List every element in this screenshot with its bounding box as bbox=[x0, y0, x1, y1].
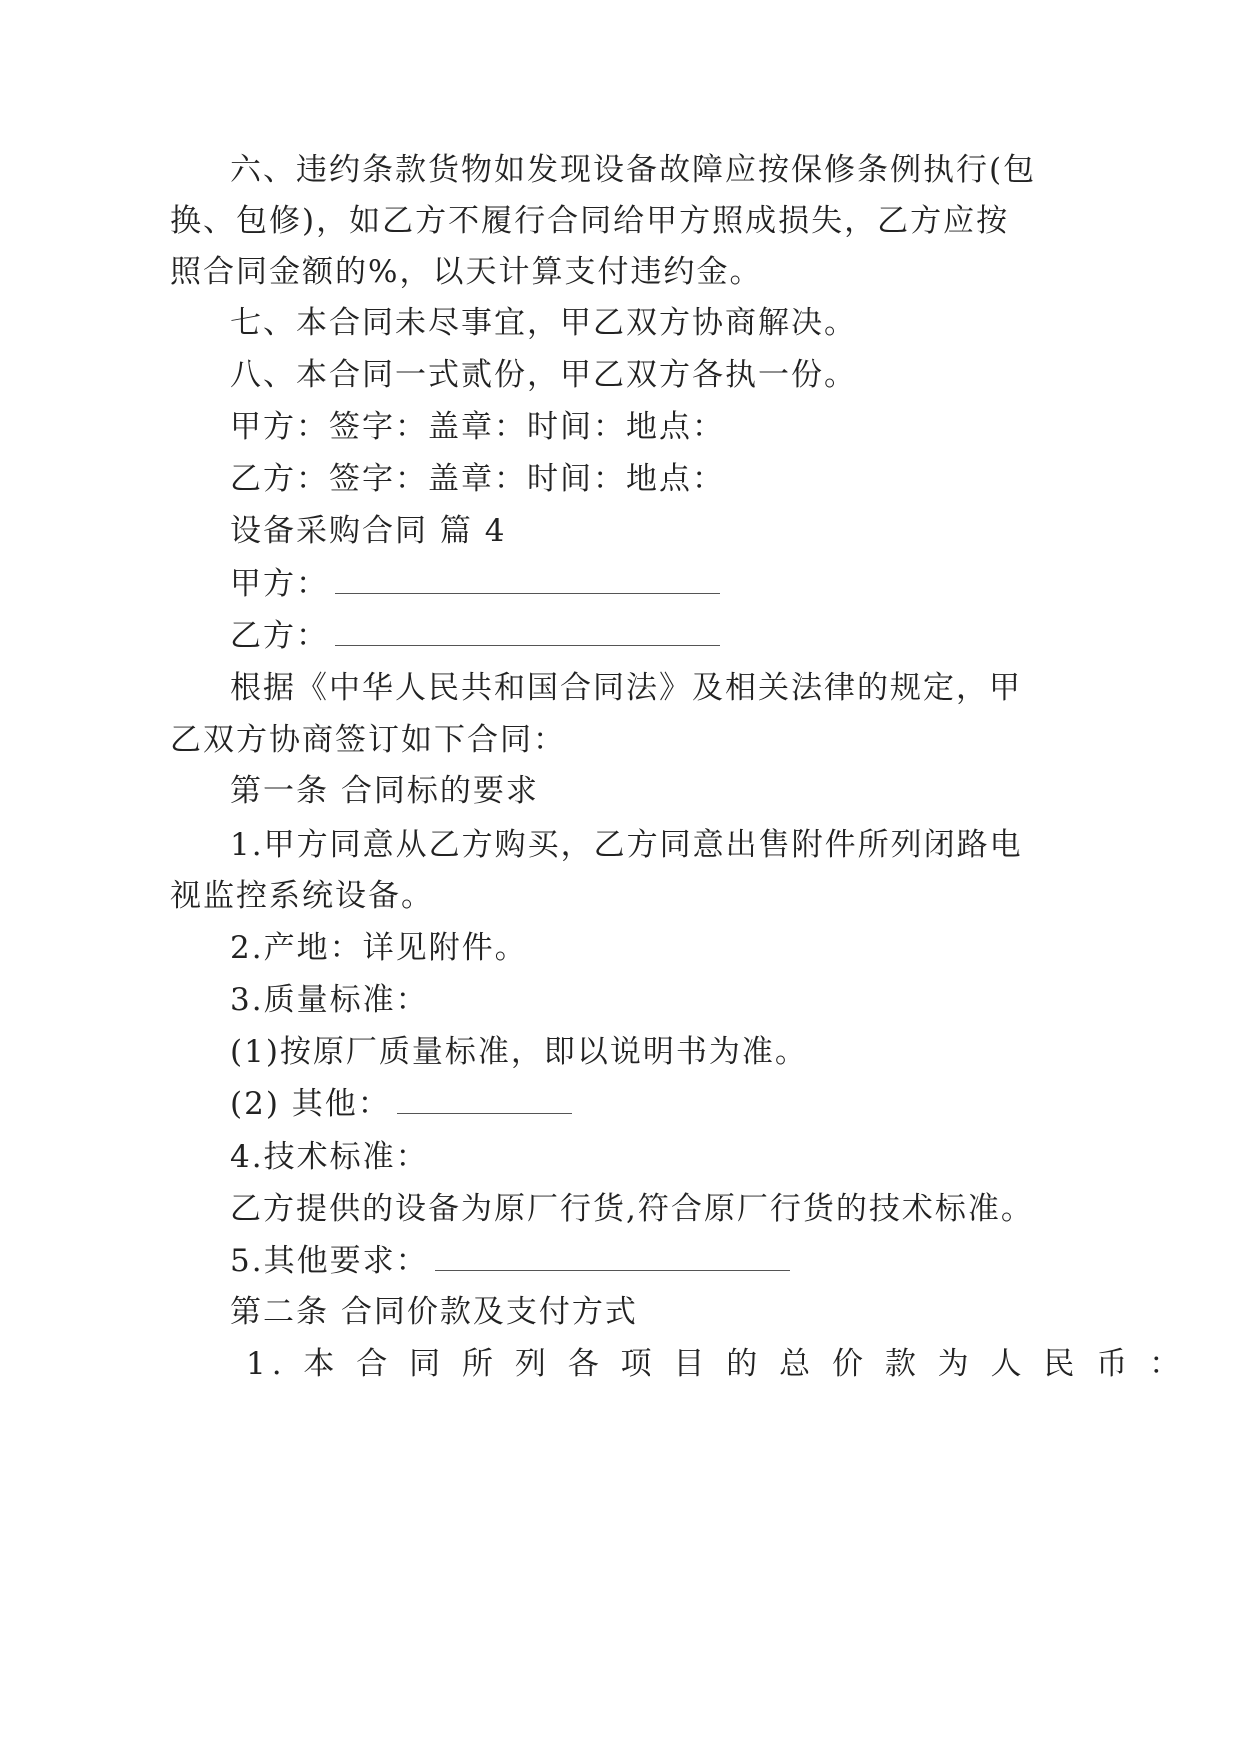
article-1-heading: 第一条 合同标的要求 bbox=[230, 773, 539, 809]
article-1-item-3: 3.质量标准： bbox=[230, 982, 429, 1018]
quality-standard-2-row bbox=[230, 1084, 572, 1124]
quality-standard-1: (1)按原厂质量标准，即以说明书为准。 bbox=[230, 1034, 808, 1070]
other-requirements-blank[interactable] bbox=[435, 1242, 790, 1271]
party-a-blank[interactable] bbox=[335, 565, 720, 594]
party-b-blank[interactable] bbox=[335, 617, 720, 646]
paragraph-6-line-1: 六、违约条款货物如发现设备故障应按保修条例执行(包 bbox=[230, 152, 1037, 188]
preamble-line-2: 乙双方协商签订如下合同： bbox=[170, 722, 566, 758]
party-a-row bbox=[230, 564, 720, 604]
party-b-signature-line: 乙方：签字：盖章：时间：地点： bbox=[230, 461, 725, 497]
article-1-item-2: 2.产地：详见附件。 bbox=[230, 930, 528, 966]
paragraph-7: 七、本合同未尽事宜，甲乙双方协商解决。 bbox=[230, 305, 857, 341]
article-1-item-5-row bbox=[230, 1241, 790, 1281]
section-title: 设备采购合同 篇 4 bbox=[230, 513, 507, 549]
quality-standard-2-label: (2) 其他： bbox=[230, 1086, 391, 1122]
article-1-item-5-label: 5.其他要求： bbox=[230, 1243, 429, 1279]
article-2-item-1: 1. 本 合 同 所 列 各 项 目 的 总 价 款 为 人 民 币 ： bbox=[246, 1346, 1187, 1382]
party-a-label: 甲方： bbox=[230, 566, 329, 602]
article-2-heading: 第二条 合同价款及支付方式 bbox=[230, 1294, 638, 1330]
preamble-line-1: 根据《中华人民共和国合同法》及相关法律的规定，甲 bbox=[230, 670, 1022, 706]
article-1-item-4: 4.技术标准： bbox=[230, 1139, 429, 1175]
article-1-item-1-line-1: 1.甲方同意从乙方购买，乙方同意出售附件所列闭路电 bbox=[230, 827, 1023, 863]
party-a-signature-line: 甲方：签字：盖章：时间：地点： bbox=[230, 409, 725, 445]
party-b-row bbox=[230, 616, 720, 656]
article-1-item-1-line-2: 视监控系统设备。 bbox=[170, 878, 434, 914]
quality-other-blank[interactable] bbox=[397, 1085, 572, 1114]
paragraph-8: 八、本合同一式贰份，甲乙双方各执一份。 bbox=[230, 357, 857, 393]
paragraph-6-line-2: 换、包修)，如乙方不履行合同给甲方照成损失，乙方应按 bbox=[170, 203, 1010, 239]
paragraph-6-line-3: 照合同金额的%，以天计算支付违约金。 bbox=[170, 254, 763, 290]
technical-standard-text: 乙方提供的设备为原厂行货,符合原厂行货的技术标准。 bbox=[230, 1191, 1034, 1227]
party-b-label: 乙方： bbox=[230, 618, 329, 654]
